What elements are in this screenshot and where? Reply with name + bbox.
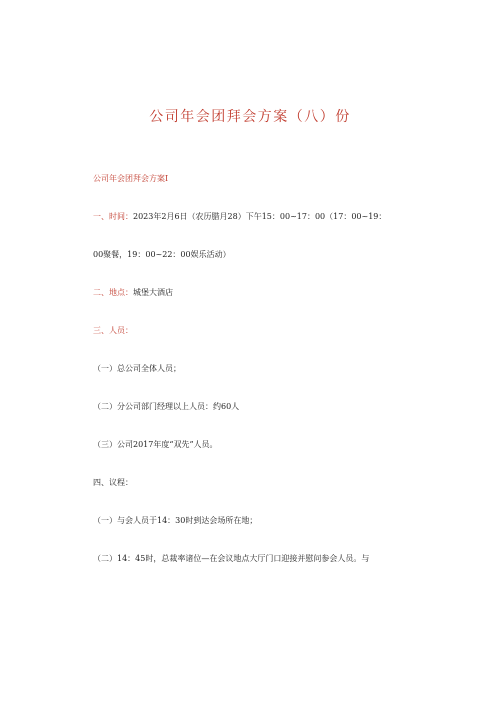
- document-title: 公司年会团拜会方案（八）份: [149, 109, 351, 125]
- place-line: [93, 288, 413, 298]
- time-line: [93, 212, 413, 222]
- people-item: （一）总公司全体人员；: [93, 364, 181, 373]
- agenda-item: （二）14：45时，总裁率诸位—在会议地点大厅门口迎接并慰问参会人员。与: [93, 554, 370, 563]
- place-value: 城堡大酒店: [133, 288, 173, 297]
- agenda-label: 四、议程：: [93, 478, 133, 487]
- people-item: （三）公司2017年度“双先”人员。: [93, 440, 218, 449]
- time-label: 一、时间：: [93, 212, 133, 221]
- people-label: 三、人员：: [93, 326, 133, 335]
- place-label: 二、地点：: [93, 288, 133, 297]
- subtitle: 公司年会团拜会方案I: [93, 174, 169, 183]
- agenda-item: （一）与会人员于14：30时到达会场所在地；: [93, 516, 258, 525]
- time-value: 2023年2月6日（农历腊月28）下午15：00~17：00（17：00~19：: [133, 212, 387, 221]
- time-continuation: 00聚餐，19：00~22：00娱乐活动）: [93, 250, 231, 259]
- people-item: （二）分公司部门经理以上人员：约60人: [93, 402, 240, 411]
